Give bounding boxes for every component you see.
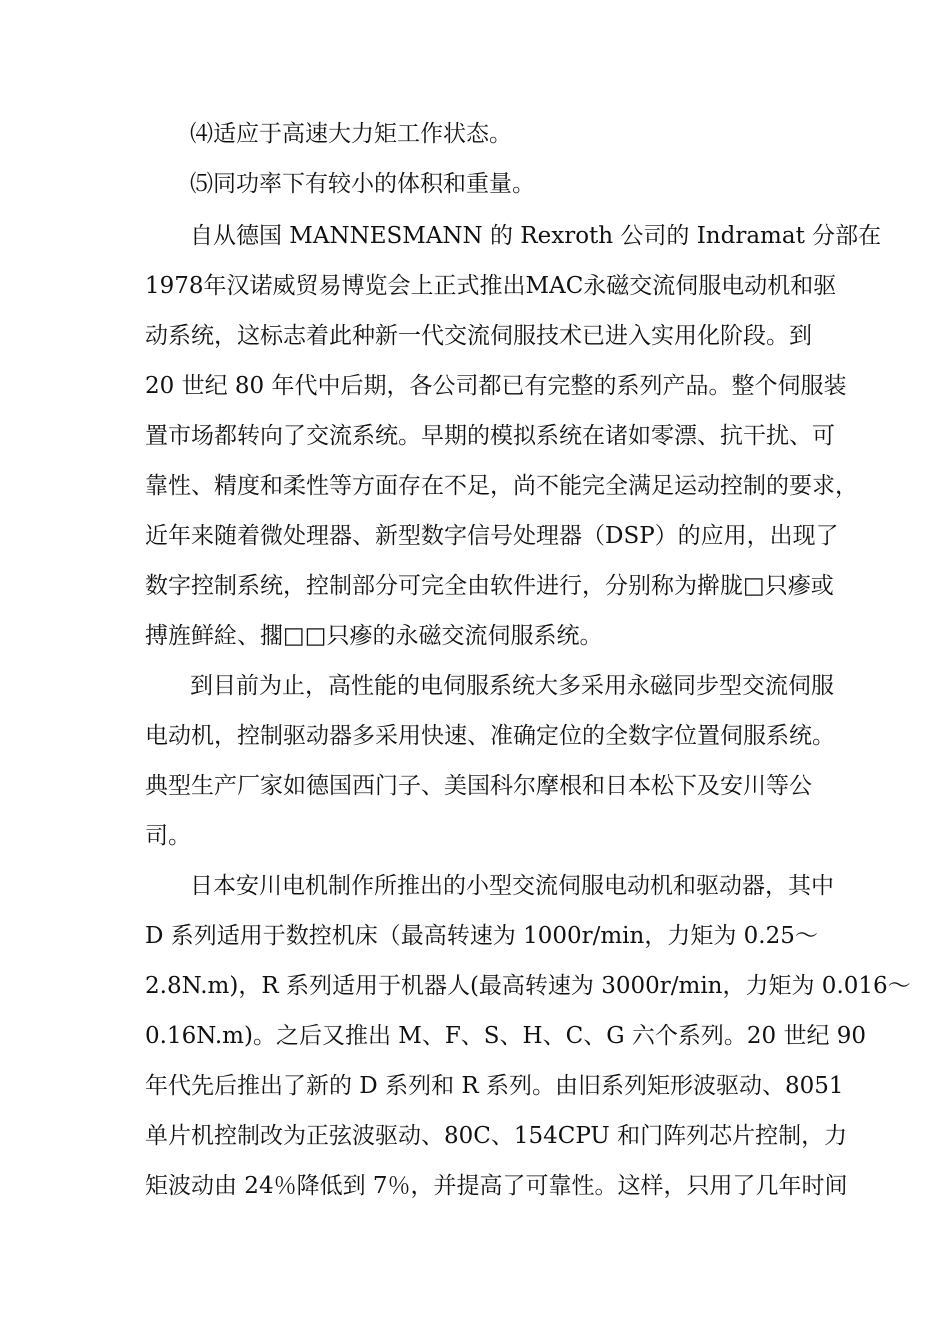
paragraph-line: 日本安川电机制作所推出的小型交流伺服电动机和驱动器，其中	[190, 873, 834, 899]
paragraph-line: 近年来随着微处理器、新型数字信号处理器（DSP）的应用，出现了	[145, 523, 839, 549]
paragraph-line: 单片机控制改为正弦波驱动、80C、154CPU 和门阵列芯片控制，力	[145, 1123, 848, 1149]
paragraph-line: 到目前为止，高性能的电伺服系统大多采用永磁同步型交流伺服	[190, 673, 834, 699]
paragraph-line: 矩波动由 24％降低到 7％，并提高了可靠性。这样，只用了几年时间	[145, 1173, 848, 1199]
paragraph-line: 数字控制系统，控制部分可完全由软件进行，分别称为擀胧□只瘮或	[145, 573, 834, 599]
paragraph-line: 搏旌鲜絟、擱□□只瘮的永磁交流伺服系统。	[145, 623, 603, 649]
list-item-5: ⑸同功率下有较小的体积和重量。	[190, 171, 535, 197]
paragraph-line: 电动机，控制驱动器多采用快速、准确定位的全数字位置伺服系统。	[145, 723, 835, 749]
paragraph-line: D 系列适用于数控机床（最高转速为 1000r/min，力矩为 0.25～	[145, 923, 818, 949]
paragraph-line: 年代先后推出了新的 D 系列和 R 系列。由旧系列矩形波驱动、8051	[145, 1073, 844, 1099]
list-item-4: ⑷适应于高速大力矩工作状态。	[190, 121, 512, 147]
paragraph-line: 自从德国 MANNESMANN 的 Rexroth 公司的 Indramat 分部在	[190, 223, 882, 249]
paragraph-line: 靠性、精度和柔性等方面存在不足，尚不能完全满足运动控制的要求，	[145, 473, 858, 499]
paragraph-line: 0.16N.m)。之后又推出 M、F、S、H、C、G 六个系列。20 世纪 90	[145, 1023, 867, 1049]
paragraph-line: 2.8N.m)，R 系列适用于机器人(最高转速为 3000r/min，力矩为 0.016～	[145, 973, 911, 999]
paragraph-line: 司。	[145, 823, 191, 849]
paragraph-line: 置市场都转向了交流系统。早期的模拟系统在诸如零漂、抗干扰、可	[145, 423, 835, 449]
paragraph-line: 20 世纪 80 年代中后期，各公司都已有完整的系列产品。整个伺服装	[145, 373, 847, 399]
paragraph-line: 1978年汉诺威贸易博览会上正式推出MAC永磁交流伺服电动机和驱	[145, 273, 837, 299]
paragraph-line: 典型生产厂家如德国西门子、美国科尔摩根和日本松下及安川等公	[145, 773, 812, 799]
paragraph-line: 动系统，这标志着此种新一代交流伺服技术已进入实用化阶段。到	[145, 323, 812, 349]
